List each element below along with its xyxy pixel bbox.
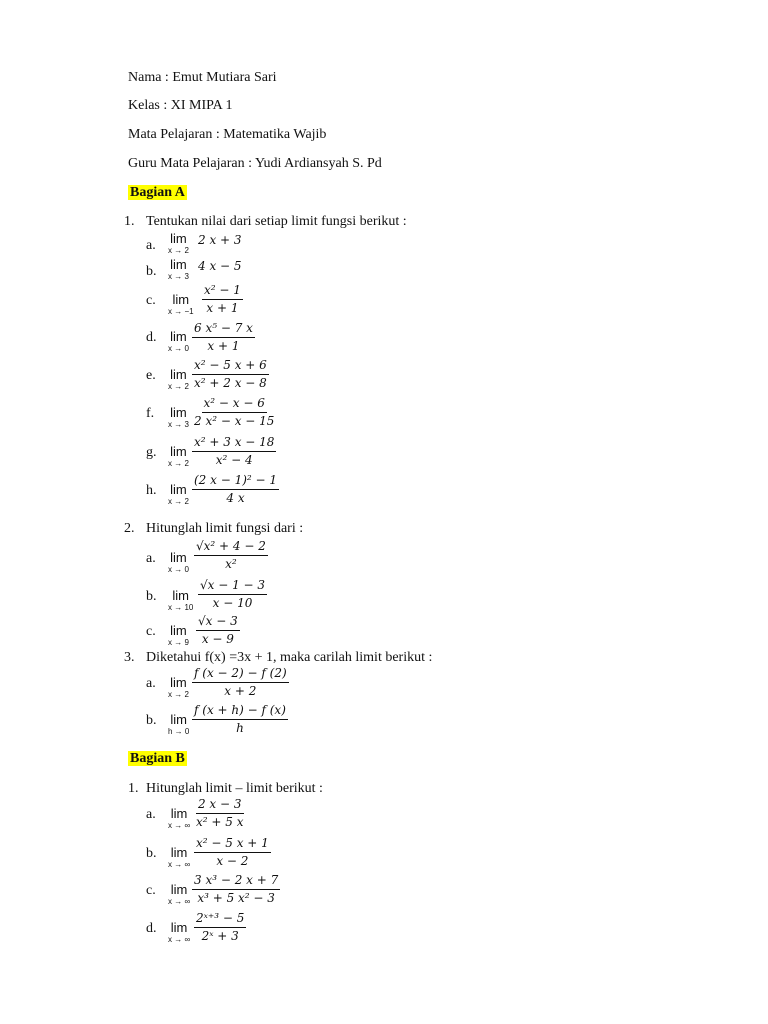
question-number: 2. (124, 521, 135, 536)
section-a-title: Bagian A (130, 185, 185, 200)
section-b-title: Bagian B (130, 751, 185, 766)
question-number: 1. (128, 781, 139, 796)
subject-info: Mata Pelajaran : Matematika Wajib (128, 127, 327, 142)
class-info: Kelas : XI MIPA 1 (128, 98, 233, 113)
teacher-info: Guru Mata Pelajaran : Yudi Ardiansyah S. Pd (128, 156, 382, 171)
document-page: Nama : Emut Mutiara Sari Kelas : XI MIPA 1 Mata Pelajaran : Matematika Wajib Guru Mata Pelajaran : Yudi Ardiansyah S. Pd Bagian A 1. Tentukan nilai dari setiap limit fungsi berikut : a. lim x → 2 2 x + 3 b. lim x → 3 4 x − 5 c. lim x → −1 $\frac{\text{x² − 1}}{x + 1}$ d. lim x → 0 $\frac{\text{6 x⁵ − 7 x}}{x + 1}$ e. lim x → 2 $\frac{\text{x² − 5 x + 6}}{\text{x² + 2 x − 8}}$ f. lim x → 3 $\frac{\text{x² − x − 6}}{\text{2 x² − x − 15}}$ g. lim x → 2 $\frac{\text{x² + 3 x − 18}}{\text{x² − 4}}$ h. lim x → 2 $\frac{\text{(2 x − 1)² − 1}}{4 x}$ 2. Hitunglah limit fungsi dari : a. lim x → 0 $\frac{\text{√x² + 4 − 2}}{\text{x²}}$ b. lim x → 10 $\frac{√x - 1 - 3}{x - 10}$ c. lim x → 9 $\frac{√x - 3}{x - 9}$ 3. Diketahui f(x) =3x + 1, maka carilah limit berikut : a. lim x → 2 $\frac{f (x - 2) - f (2)}{x + 2}$ b. lim h → 0 $\frac{f (x + h) - f (x)}{h}$ Bagian B 1. Hitunglah limit – limit berikut : a. lim x → ∞ $\frac{2 x - 3}{\text{x² + 5 x}}$ b. lim x → ∞ $\frac{\text{x² − 5 x + 1}}{x - 2}$ c. lim x → ∞ $\frac{\text{3 x³ − 2 x + 7}}{\text{x³ + 5 x² − 3}}$ d. lim x → ∞ $\frac{\text{2ˣ⁺³ − 5}}{\text{2ˣ + 3}}$ (0, 0, 768, 1024)
question-text: Diketahui f(x) =3x + 1, maka carilah limit berikut : (146, 650, 433, 665)
student-name: Nama : Emut Mutiara Sari (128, 70, 277, 85)
question-text: Tentukan nilai dari setiap limit fungsi berikut : (146, 214, 407, 229)
question-number: 1. (124, 214, 135, 229)
question-text: Hitunglah limit fungsi dari : (146, 521, 304, 536)
question-number: 3. (124, 650, 135, 665)
question-text: Hitunglah limit – limit berikut : (146, 781, 323, 796)
